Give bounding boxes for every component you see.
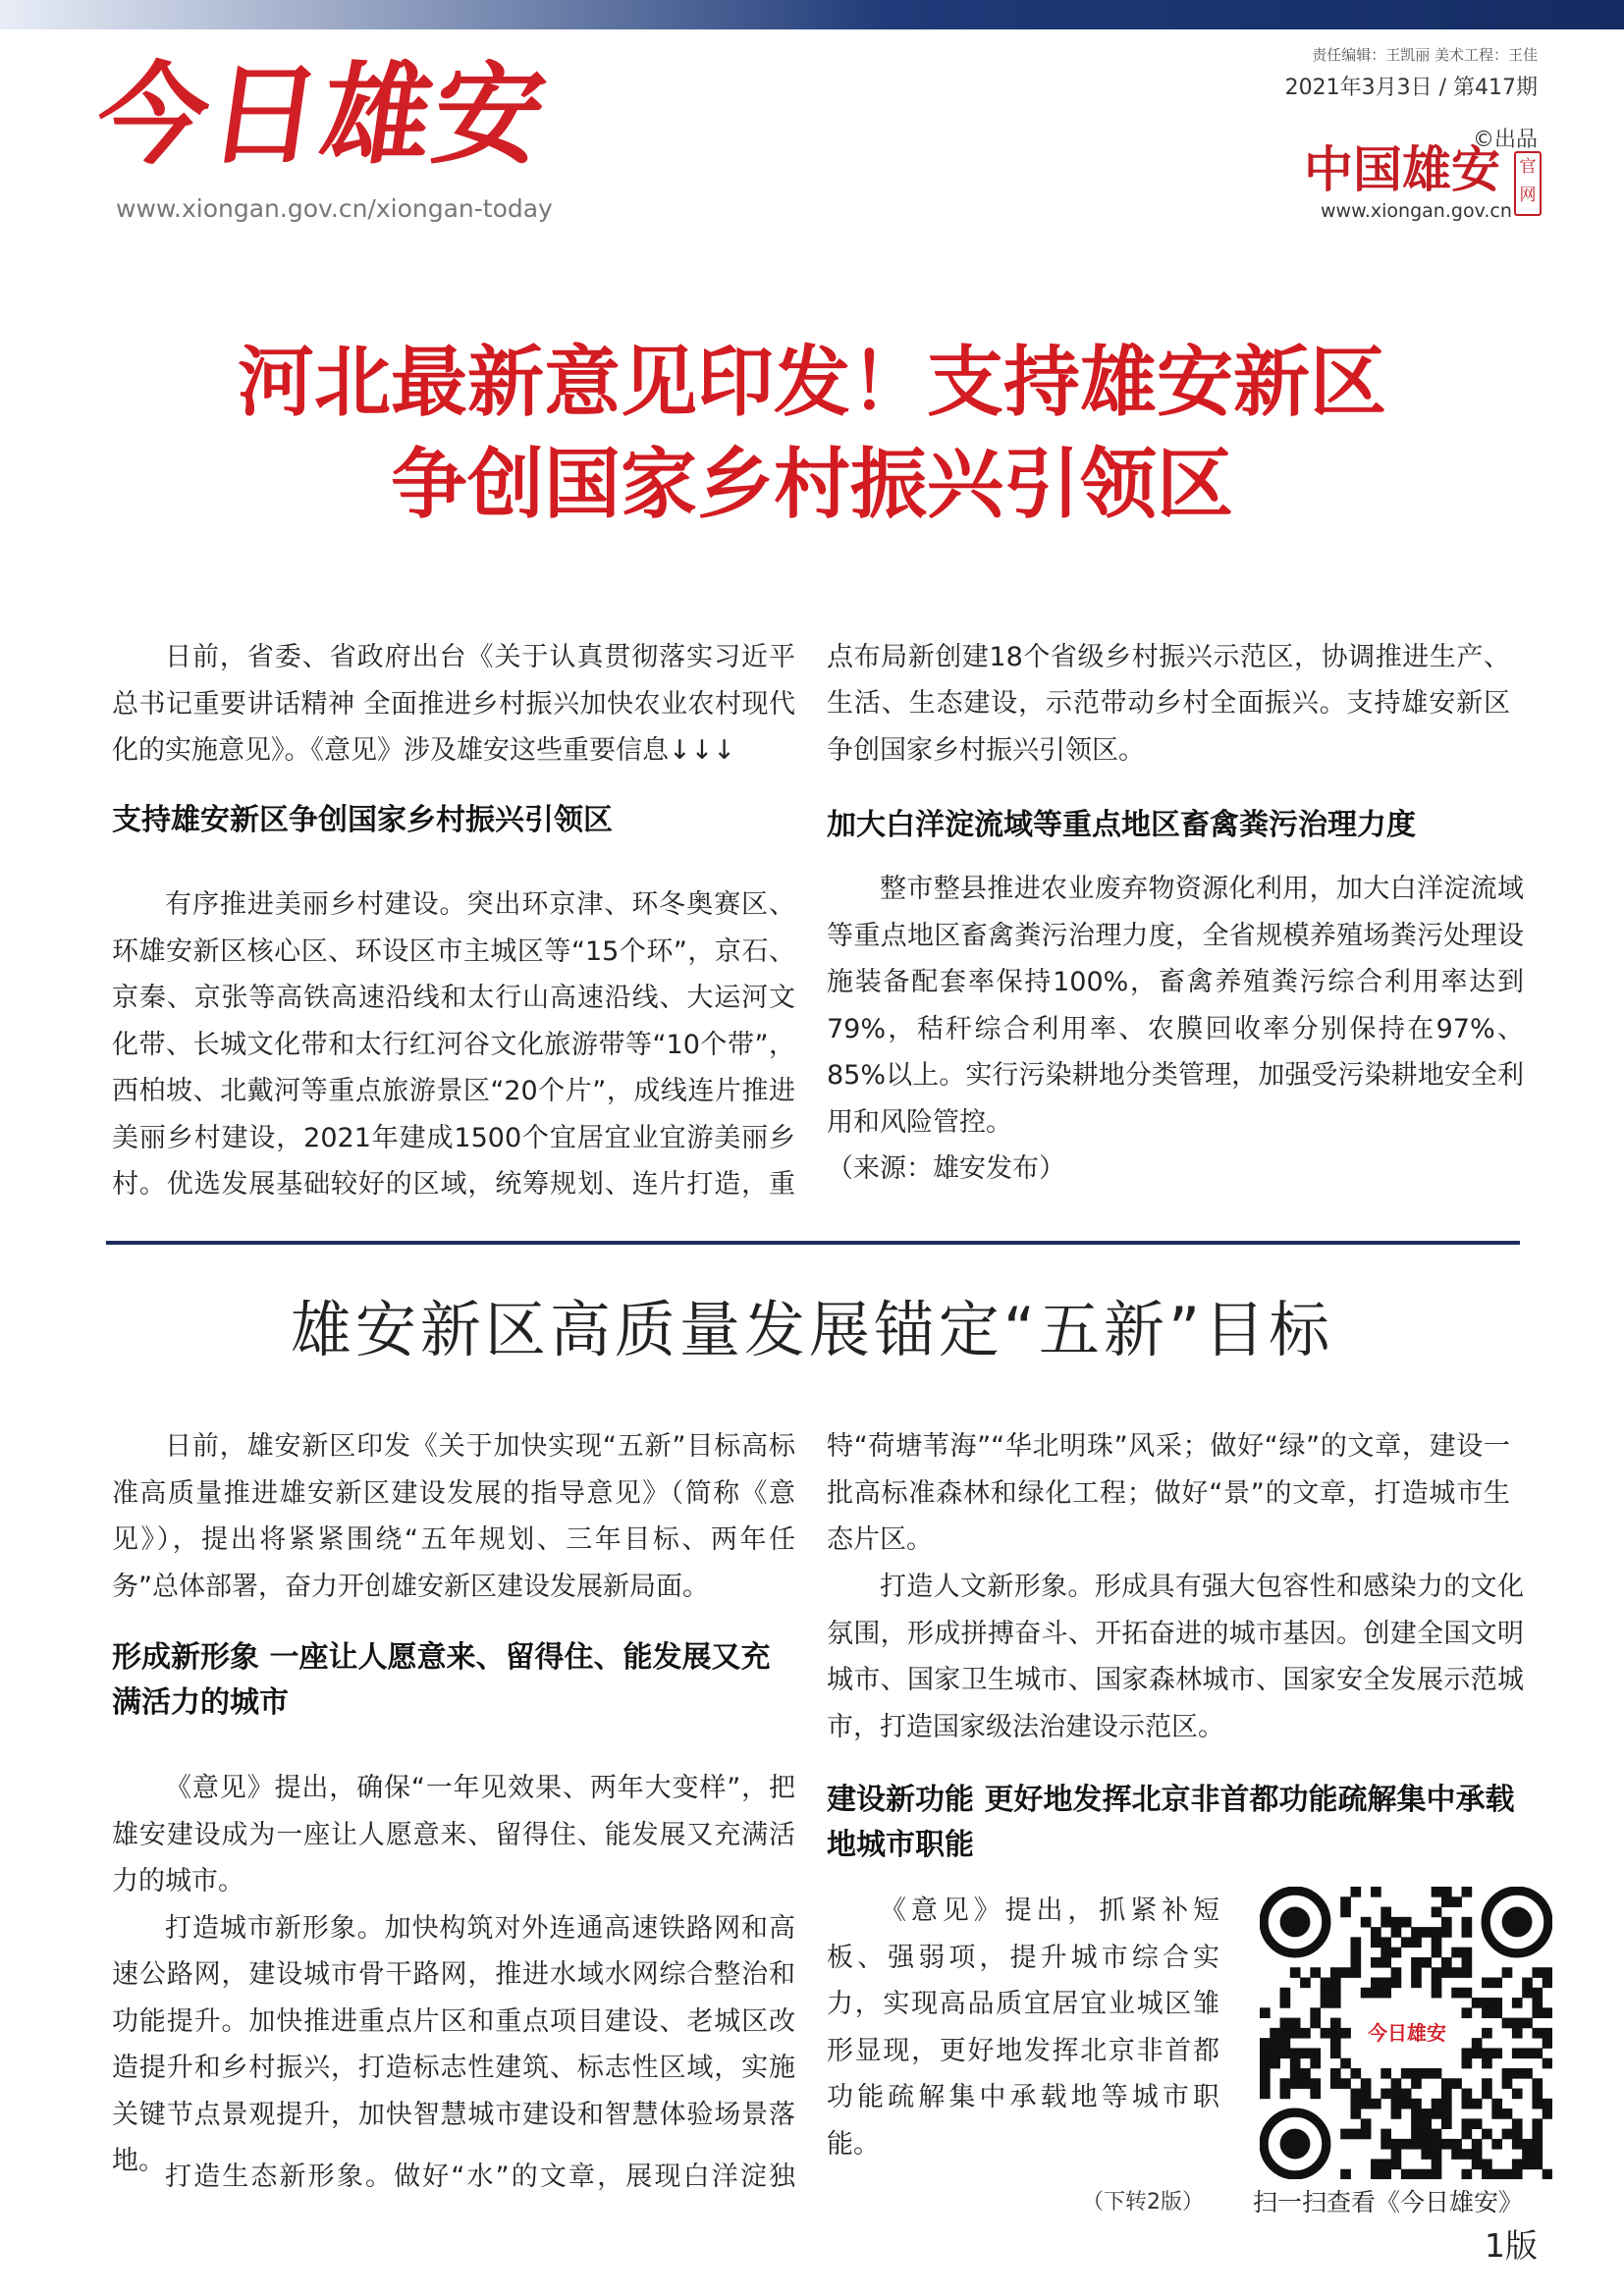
article1-section1-title: 支持雄安新区争创国家乡村振兴引领区	[112, 802, 613, 837]
article1-right-column	[827, 803, 1524, 1193]
article2-p3-column-a	[112, 2154, 795, 2201]
article1-section1-continuation	[827, 634, 1524, 774]
article2-section2-title: 建设新功能 更好地发挥北京非首都功能疏解集中承载地城市职能	[827, 1783, 1515, 1862]
article1-section1-column-a	[112, 881, 795, 1208]
section-divider	[106, 1241, 1520, 1245]
brand-url[interactable]: www.xiongan.gov.cn	[1321, 200, 1512, 222]
article2-section1-p4: 打造人文新形象。形成具有强大包容性和感染力的文化氛围，形成拼搏奋斗、开拓奋进的城市基因。创建全国文明城市、国家卫生城市、国家森林城市、国家安全发展示范城市，打造国家级法治建设示范区。	[827, 1572, 1524, 1742]
article1-section2-title: 加大白洋淀流域等重点地区畜禽粪污治理力度	[827, 808, 1416, 842]
article1-section2-body: 整市整县推进农业废弃物资源化利用，加大白洋淀流域等重点地区畜禽粪污治理力度，全省规模养殖场粪污处理设施装备配套率保持100%，畜禽养殖粪污综合利用率达到79%，秸秆综合利用率、农膜回收率分别保持在97%、85%以上。实行污染耕地分类管理，加强受污染耕地安全利用和风险管控。	[827, 874, 1524, 1138]
article2-section1-title: 形成新形象 一座让人愿意来、留得住、能发展又充满活力的城市	[112, 1640, 771, 1720]
masthead-url[interactable]: www.xiongan.gov.cn/xiongan-today	[116, 194, 553, 223]
editor-credits: 责任编辑：王凯丽 美术工程：王佳	[1312, 46, 1538, 64]
article2-section1-p3-part-a: 打造生态新形象。做好“水”的文章，展现白洋淀独	[165, 2162, 795, 2192]
qr-finder-mark	[1264, 2112, 1326, 2175]
brand-name: 中国雄安	[1304, 140, 1500, 198]
article2-p3-column-b	[827, 1423, 1524, 1564]
qr-finder-mark	[1264, 1891, 1326, 1953]
article2-section1-p3-part-b: 特“荷塘苇海”“华北明珠”风采；做好“绿”的文章，建设一批高标准森林和绿化工程；做好“景”的文章，打造城市生态片区。	[827, 1431, 1510, 1555]
article2-section1-p2: 打造城市新形象。加快构筑对外连通高速铁路网和高速公路网，建设城市骨干路网，推进水域水网综合整治和功能提升。加快推进重点片区和重点项目建设、老城区改造提升和乡村振兴，打造标志性建筑、标志性区域，实施关键节点景观提升，加快智慧城市建设和智慧体验场景落地。	[112, 1912, 795, 2176]
article2-right-column	[827, 1564, 1524, 1868]
issue-date: 2021年3月3日 / 第417期	[1284, 76, 1538, 100]
brand-block	[1304, 140, 1512, 222]
article2-title: 雄安新区高质量发展锚定“五新”目标	[290, 1294, 1334, 1365]
article1-left-column	[112, 634, 795, 843]
article1-section1-body-part-b: 点布局新创建18个省级乡村振兴示范区，协调推进生产、生活、生态建设，示范带动乡村全面振兴。支持雄安新区争创国家乡村振兴引领区。	[827, 641, 1510, 766]
qr-finder-mark	[1486, 1891, 1548, 1953]
article2-left-column	[112, 1423, 795, 2185]
headline-line-1: 河北最新意见印发！支持雄安新区	[237, 338, 1386, 427]
page-number: 1版	[1485, 2226, 1538, 2265]
headline	[0, 332, 1624, 536]
headline-line-2: 争创国家乡村振兴引领区	[390, 440, 1233, 529]
qr-caption: 扫一扫查看《今日雄安》	[1253, 2188, 1524, 2216]
qr-code[interactable]	[1260, 1887, 1552, 2179]
top-color-bar	[0, 0, 1624, 29]
producer-label: ©出品	[1472, 128, 1538, 152]
article2-section2-body: 《意见》提出，抓紧补短板、强弱项，提升城市综合实力，实现高品质宜居宜业城区雏形显现，更好地发挥北京非首都功能疏解集中承载地等城市职能。	[827, 1896, 1219, 2160]
article2-intro: 日前，雄安新区印发《关于加快实现“五新”目标高标准高质量推进雄安新区建设发展的指导意见》（简称《意见》），提出将紧紧围绕“五年规划、三年目标、两年任务”总体部署，奋力开创雄安新区建设发展新局面。	[112, 1431, 795, 1602]
article2-section1-p1: 《意见》提出，确保“一年见效果、两年大变样”，把雄安建设成为一座让人愿意来、留得住、能发展又充满活力的城市。	[112, 1773, 795, 1896]
article1-section1-body-part-a: 有序推进美丽乡村建设。突出环京津、环冬奥赛区、环雄安新区核心区、环设区市主城区等“15个环”，京石、京秦、京张等高铁高速沿线和太行山高速沿线、大运河文化带、长城文化带和太行红河谷文化旅游带等“10个带”，西柏坡、北戴河等重点旅游景区“20个片”，成线连片推进美丽乡村建设，2021年建成1500个宜居宜业宜游美丽乡村。优选发展基础较好的区域，统筹规划、连片打造，重	[112, 889, 795, 1200]
qr-logo: 今日雄安	[1353, 2008, 1461, 2057]
article2-section2-column	[827, 1888, 1219, 2167]
masthead-logo: 今日雄安	[88, 51, 556, 180]
article1-source: （来源：雄安发布）	[827, 1153, 1065, 1184]
continue-note: （下转2版）	[1082, 2190, 1204, 2215]
article1-intro: 日前，省委、省政府出台《关于认真贯彻落实习近平总书记重要讲话精神 全面推进乡村振兴加快农业农村现代化的实施意见》。《意见》涉及雄安这些重要信息↓↓↓	[112, 642, 795, 766]
article1-section1-column-b	[827, 634, 1524, 774]
brand-seal: 官网	[1514, 151, 1542, 216]
